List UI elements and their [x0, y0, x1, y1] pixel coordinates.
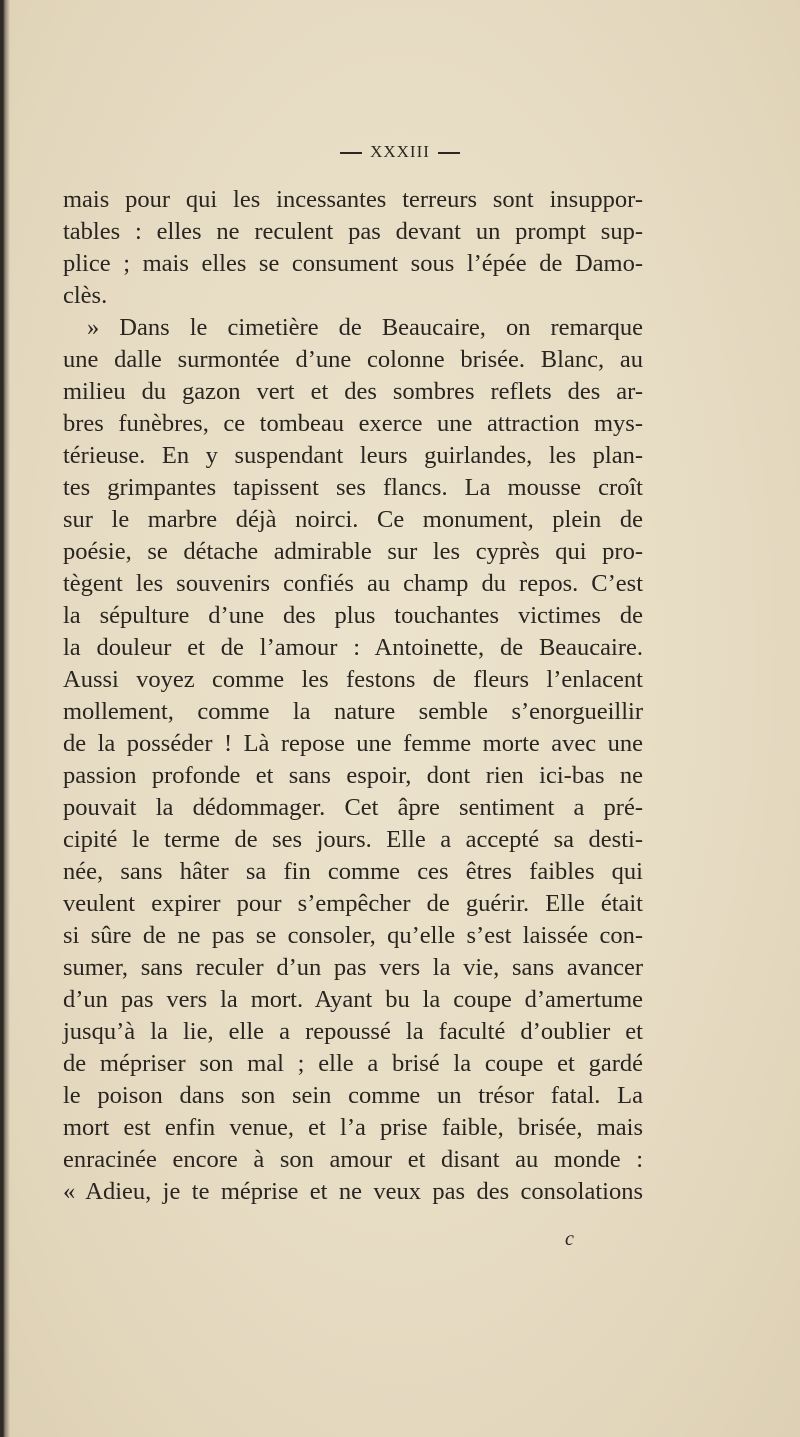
text-line: de mépriser son mal ; elle a brisé la coupe et gardé — [63, 1050, 643, 1077]
dash-right — [438, 152, 460, 154]
text-line: poésie, se détache admirable sur les cyprès qui pro- — [63, 538, 643, 565]
signature-mark: c — [565, 1228, 574, 1250]
text-line: plice ; mais elles se consument sous l’épée de Damo- — [63, 250, 643, 277]
text-line: veulent expirer pour s’empêcher de guérir. Elle était — [63, 890, 643, 917]
text-line: Aussi voyez comme les festons de fleurs l’enlacent — [63, 666, 643, 693]
text-line: mort est enfin venue, et l’a prise faible, brisée, mais — [63, 1114, 643, 1141]
text-line: jusqu’à la lie, elle a repoussé la faculté d’oublier et — [63, 1018, 643, 1045]
text-line: née, sans hâter sa fin comme ces êtres faibles qui — [63, 858, 643, 885]
text-line: cipité le terme de ses jours. Elle a accepté sa desti- — [63, 826, 643, 853]
text-line: milieu du gazon vert et des sombres reflets des ar- — [63, 378, 643, 405]
text-line: si sûre de ne pas se consoler, qu’elle s’est laissée con- — [63, 922, 643, 949]
text-line: mollement, comme la nature semble s’enorgueillir — [63, 698, 643, 725]
text-line: d’un pas vers la mort. Ayant bu la coupe d’amertume — [63, 986, 643, 1013]
text-line: sumer, sans reculer d’un pas vers la vie, sans avancer — [63, 954, 643, 981]
page-number-roman: XXXIII — [370, 142, 430, 161]
text-line: de la posséder ! Là repose une femme morte avec une — [63, 730, 643, 757]
dash-left — [340, 152, 362, 154]
page-edge-shadow — [0, 0, 10, 1437]
text-line: enracinée encore à son amour et disant au monde : — [63, 1146, 643, 1173]
running-head — [0, 142, 800, 162]
text-line: tes grimpantes tapissent ses flancs. La mousse croît — [63, 474, 643, 501]
text-line: une dalle surmontée d’une colonne brisée. Blanc, au — [63, 346, 643, 373]
text-line: « Adieu, je te méprise et ne veux pas des consolations — [63, 1178, 643, 1205]
text-line: passion profonde et sans espoir, dont rien ici-bas ne — [63, 762, 643, 789]
text-line: la douleur et de l’amour : Antoinette, de Beaucaire. — [63, 634, 643, 661]
text-line: bres funèbres, ce tombeau exerce une attraction mys- — [63, 410, 643, 437]
text-line: sur le marbre déjà noirci. Ce monument, plein de — [63, 506, 643, 533]
text-line: le poison dans son sein comme un trésor fatal. La — [63, 1082, 643, 1109]
text-line: pouvait la dédommager. Cet âpre sentiment a pré- — [63, 794, 643, 821]
text-line: clès. — [63, 282, 108, 309]
text-line: tables : elles ne reculent pas devant un prompt sup- — [63, 218, 643, 245]
body-text — [63, 184, 643, 1208]
text-line: tègent les souvenirs confiés au champ du repos. C’est — [63, 570, 643, 597]
text-line: la sépulture d’une des plus touchantes victimes de — [63, 602, 643, 629]
text-line: térieuse. En y suspendant leurs guirlandes, les plan- — [63, 442, 643, 469]
text-line: » Dans le cimetière de Beaucaire, on remarque — [87, 314, 643, 341]
text-line: mais pour qui les incessantes terreurs sont insuppor- — [63, 186, 643, 213]
